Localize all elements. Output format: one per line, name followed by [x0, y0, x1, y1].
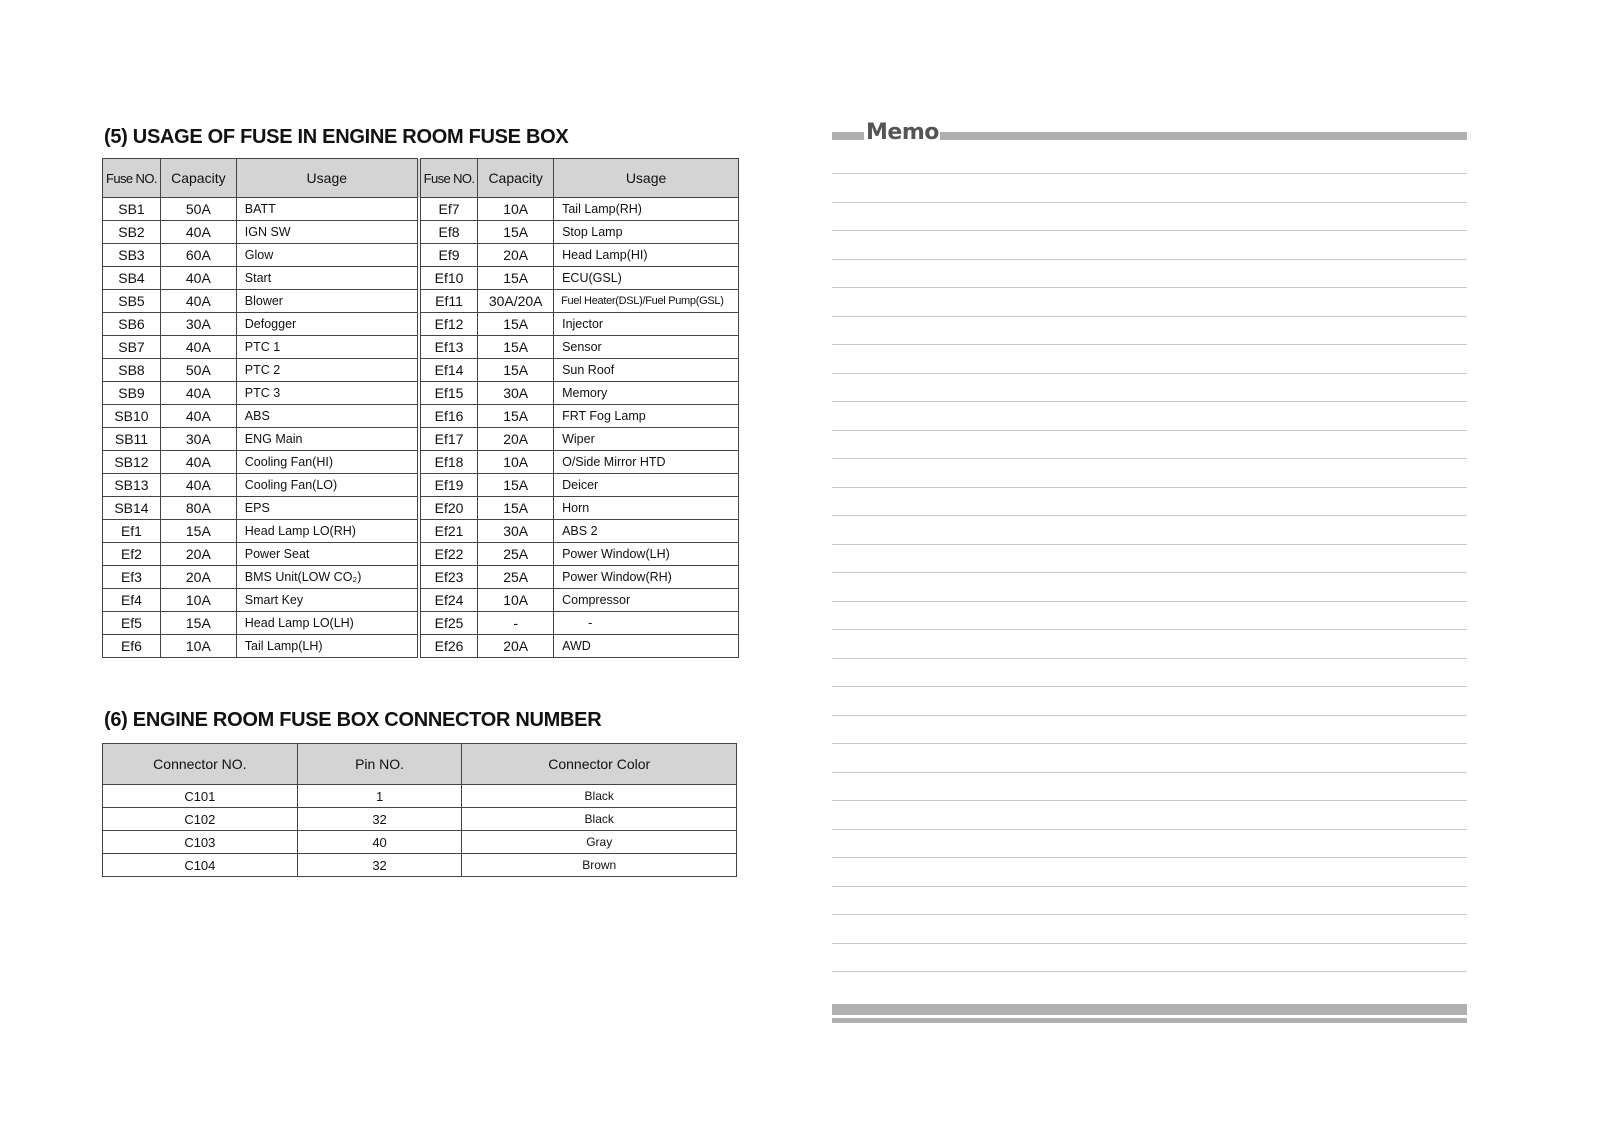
capacity-cell: 15A [478, 405, 554, 428]
capacity-cell: - [478, 612, 554, 635]
memo-line [832, 772, 1467, 773]
table-row [103, 267, 739, 290]
memo-header-bar [832, 132, 864, 140]
pin-no-cell: 32 [297, 808, 462, 831]
fuse-no-cell: Ef23 [419, 566, 478, 589]
usage-cell: Glow [236, 244, 419, 267]
usage-cell: BMS Unit(LOW CO₂) [236, 566, 419, 589]
usage-cell: Power Window(LH) [554, 543, 739, 566]
pin-no-cell: 32 [297, 854, 462, 877]
connector-color-cell: Black [462, 785, 737, 808]
usage-cell: AWD [554, 635, 739, 658]
memo-panel [832, 120, 1467, 1020]
fuse-no-cell: SB13 [103, 474, 161, 497]
pin-no-cell: 40 [297, 831, 462, 854]
capacity-cell: 20A [160, 543, 236, 566]
capacity-cell: 80A [160, 497, 236, 520]
memo-title: Memo [866, 120, 939, 145]
capacity-cell: 40A [160, 290, 236, 313]
memo-line [832, 344, 1467, 345]
capacity-cell: 10A [478, 589, 554, 612]
usage-cell: Blower [236, 290, 419, 313]
table-row [103, 198, 739, 221]
table-row [103, 520, 739, 543]
table-row [103, 785, 737, 808]
usage-cell: Tail Lamp(LH) [236, 635, 419, 658]
usage-cell: FRT Fog Lamp [554, 405, 739, 428]
capacity-cell: 25A [478, 543, 554, 566]
usage-cell: ENG Main [236, 428, 419, 451]
capacity-cell: 15A [160, 520, 236, 543]
header-connector-color: Connector Color [462, 744, 737, 785]
usage-cell: Sun Roof [554, 359, 739, 382]
capacity-cell: 10A [478, 451, 554, 474]
table-row [103, 382, 739, 405]
table-row [103, 635, 739, 658]
memo-line [832, 401, 1467, 402]
capacity-cell: 40A [160, 382, 236, 405]
memo-line [832, 316, 1467, 317]
memo-line [832, 515, 1467, 516]
fuse-no-cell: Ef19 [419, 474, 478, 497]
fuse-no-cell: Ef18 [419, 451, 478, 474]
memo-line [832, 629, 1467, 630]
fuse-no-cell: SB6 [103, 313, 161, 336]
capacity-cell: 40A [160, 336, 236, 359]
fuse-no-cell: Ef22 [419, 543, 478, 566]
usage-cell: ABS 2 [554, 520, 739, 543]
usage-cell: PTC 1 [236, 336, 419, 359]
table-row [103, 854, 737, 877]
table-row [103, 808, 737, 831]
table-row [103, 244, 739, 267]
fuse-no-cell: SB2 [103, 221, 161, 244]
fuse-no-cell: Ef7 [419, 198, 478, 221]
fuse-no-cell: SB3 [103, 244, 161, 267]
usage-cell: Horn [554, 497, 739, 520]
fuse-no-cell: Ef4 [103, 589, 161, 612]
capacity-cell: 60A [160, 244, 236, 267]
capacity-cell: 15A [478, 267, 554, 290]
table-row [103, 589, 739, 612]
fuse-no-cell: Ef14 [419, 359, 478, 382]
usage-cell: Head Lamp LO(LH) [236, 612, 419, 635]
usage-cell: Sensor [554, 336, 739, 359]
usage-cell: PTC 2 [236, 359, 419, 382]
connector-number-title: (6) ENGINE ROOM FUSE BOX CONNECTOR NUMBER [104, 709, 602, 731]
connector-table-header-row [103, 744, 737, 785]
table-row [103, 451, 739, 474]
fuse-no-cell: Ef2 [103, 543, 161, 566]
usage-cell: PTC 3 [236, 382, 419, 405]
table-row [103, 405, 739, 428]
capacity-cell: 10A [478, 198, 554, 221]
memo-footer-bar [832, 1018, 1467, 1023]
fuse-no-cell: Ef6 [103, 635, 161, 658]
memo-line [832, 829, 1467, 830]
table-row [103, 543, 739, 566]
memo-line [832, 487, 1467, 488]
table-row [103, 336, 739, 359]
capacity-cell: 50A [160, 359, 236, 382]
capacity-cell: 40A [160, 267, 236, 290]
fuse-no-cell: SB8 [103, 359, 161, 382]
memo-line [832, 373, 1467, 374]
fuse-no-cell: SB7 [103, 336, 161, 359]
fuse-no-cell: SB14 [103, 497, 161, 520]
usage-cell: Injector [554, 313, 739, 336]
header-capacity: Capacity [478, 159, 554, 198]
fuse-no-cell: Ef12 [419, 313, 478, 336]
fuse-no-cell: Ef13 [419, 336, 478, 359]
memo-line [832, 715, 1467, 716]
fuse-no-cell: SB4 [103, 267, 161, 290]
capacity-cell: 50A [160, 198, 236, 221]
header-pin-no: Pin NO. [297, 744, 462, 785]
usage-cell: Start [236, 267, 419, 290]
capacity-cell: 20A [478, 635, 554, 658]
memo-line [832, 287, 1467, 288]
usage-cell: Defogger [236, 313, 419, 336]
capacity-cell: 20A [478, 428, 554, 451]
fuse-no-cell: SB5 [103, 290, 161, 313]
capacity-cell: 15A [478, 313, 554, 336]
fuse-no-cell: Ef17 [419, 428, 478, 451]
header-fuse-no: Fuse NO. [103, 159, 161, 198]
fuse-no-cell: Ef11 [419, 290, 478, 313]
table-row [103, 566, 739, 589]
fuse-no-cell: SB12 [103, 451, 161, 474]
header-usage: Usage [236, 159, 419, 198]
fuse-table-header-row [103, 159, 739, 198]
connector-no-cell: C104 [103, 854, 298, 877]
connector-no-cell: C101 [103, 785, 298, 808]
fuse-no-cell: Ef5 [103, 612, 161, 635]
usage-cell: Power Window(RH) [554, 566, 739, 589]
memo-line [832, 458, 1467, 459]
capacity-cell: 30A [478, 382, 554, 405]
memo-line [832, 743, 1467, 744]
fuse-no-cell: Ef21 [419, 520, 478, 543]
usage-cell: Power Seat [236, 543, 419, 566]
fuse-no-cell: Ef9 [419, 244, 478, 267]
header-usage: Usage [554, 159, 739, 198]
capacity-cell: 15A [478, 474, 554, 497]
fuse-no-cell: Ef10 [419, 267, 478, 290]
capacity-cell: 40A [160, 221, 236, 244]
fuse-no-cell: SB10 [103, 405, 161, 428]
usage-cell: Head Lamp(HI) [554, 244, 739, 267]
usage-cell: - [554, 612, 739, 635]
usage-cell: IGN SW [236, 221, 419, 244]
usage-cell: Fuel Heater(DSL)/Fuel Pump(GSL) [554, 290, 739, 313]
capacity-cell: 10A [160, 589, 236, 612]
header-fuse-no: Fuse NO. [419, 159, 478, 198]
fuse-no-cell: Ef24 [419, 589, 478, 612]
usage-cell: Cooling Fan(LO) [236, 474, 419, 497]
memo-line [832, 686, 1467, 687]
memo-line [832, 886, 1467, 887]
connector-no-cell: C103 [103, 831, 298, 854]
capacity-cell: 30A [478, 520, 554, 543]
usage-cell: Stop Lamp [554, 221, 739, 244]
connector-color-cell: Brown [462, 854, 737, 877]
memo-line [832, 971, 1467, 972]
memo-line [832, 173, 1467, 174]
memo-line [832, 202, 1467, 203]
usage-cell: EPS [236, 497, 419, 520]
table-row [103, 359, 739, 382]
usage-cell: Wiper [554, 428, 739, 451]
fuse-no-cell: SB11 [103, 428, 161, 451]
table-row [103, 290, 739, 313]
memo-line [832, 259, 1467, 260]
fuse-no-cell: Ef16 [419, 405, 478, 428]
capacity-cell: 40A [160, 451, 236, 474]
table-row [103, 221, 739, 244]
connector-color-cell: Black [462, 808, 737, 831]
table-row [103, 831, 737, 854]
usage-cell: Compressor [554, 589, 739, 612]
pin-no-cell: 1 [297, 785, 462, 808]
memo-line [832, 943, 1467, 944]
capacity-cell: 30A/20A [478, 290, 554, 313]
usage-cell: Tail Lamp(RH) [554, 198, 739, 221]
memo-footer-bar [832, 1004, 1467, 1015]
memo-line [832, 658, 1467, 659]
fuse-no-cell: Ef3 [103, 566, 161, 589]
fuse-no-cell: SB9 [103, 382, 161, 405]
header-connector-no: Connector NO. [103, 744, 298, 785]
memo-header [832, 120, 1467, 146]
capacity-cell: 15A [478, 497, 554, 520]
table-row [103, 612, 739, 635]
capacity-cell: 15A [478, 336, 554, 359]
usage-cell: Smart Key [236, 589, 419, 612]
fuse-usage-table [102, 158, 739, 658]
fuse-no-cell: Ef8 [419, 221, 478, 244]
memo-line [832, 430, 1467, 431]
capacity-cell: 30A [160, 428, 236, 451]
usage-cell: Head Lamp LO(RH) [236, 520, 419, 543]
capacity-cell: 40A [160, 405, 236, 428]
fuse-no-cell: Ef1 [103, 520, 161, 543]
usage-cell: BATT [236, 198, 419, 221]
table-row [103, 497, 739, 520]
fuse-no-cell: Ef15 [419, 382, 478, 405]
capacity-cell: 20A [478, 244, 554, 267]
capacity-cell: 40A [160, 474, 236, 497]
memo-line [832, 230, 1467, 231]
capacity-cell: 20A [160, 566, 236, 589]
fuse-no-cell: Ef26 [419, 635, 478, 658]
usage-cell: ECU(GSL) [554, 267, 739, 290]
table-row [103, 428, 739, 451]
memo-line [832, 857, 1467, 858]
connector-table [102, 743, 737, 877]
header-capacity: Capacity [160, 159, 236, 198]
table-row [103, 474, 739, 497]
capacity-cell: 15A [478, 359, 554, 382]
usage-cell: O/Side Mirror HTD [554, 451, 739, 474]
capacity-cell: 25A [478, 566, 554, 589]
usage-cell: ABS [236, 405, 419, 428]
fuse-no-cell: Ef20 [419, 497, 478, 520]
memo-header-bar [940, 132, 1467, 140]
usage-cell: Memory [554, 382, 739, 405]
usage-cell: Deicer [554, 474, 739, 497]
memo-line [832, 914, 1467, 915]
connector-no-cell: C102 [103, 808, 298, 831]
connector-color-cell: Gray [462, 831, 737, 854]
fuse-no-cell: Ef25 [419, 612, 478, 635]
table-row [103, 313, 739, 336]
memo-line [832, 601, 1467, 602]
memo-line [832, 544, 1467, 545]
capacity-cell: 15A [160, 612, 236, 635]
capacity-cell: 10A [160, 635, 236, 658]
usage-cell: Cooling Fan(HI) [236, 451, 419, 474]
capacity-cell: 15A [478, 221, 554, 244]
fuse-no-cell: SB1 [103, 198, 161, 221]
memo-line [832, 800, 1467, 801]
capacity-cell: 30A [160, 313, 236, 336]
memo-line [832, 572, 1467, 573]
fuse-usage-title: (5) USAGE OF FUSE IN ENGINE ROOM FUSE BOX [104, 126, 569, 148]
